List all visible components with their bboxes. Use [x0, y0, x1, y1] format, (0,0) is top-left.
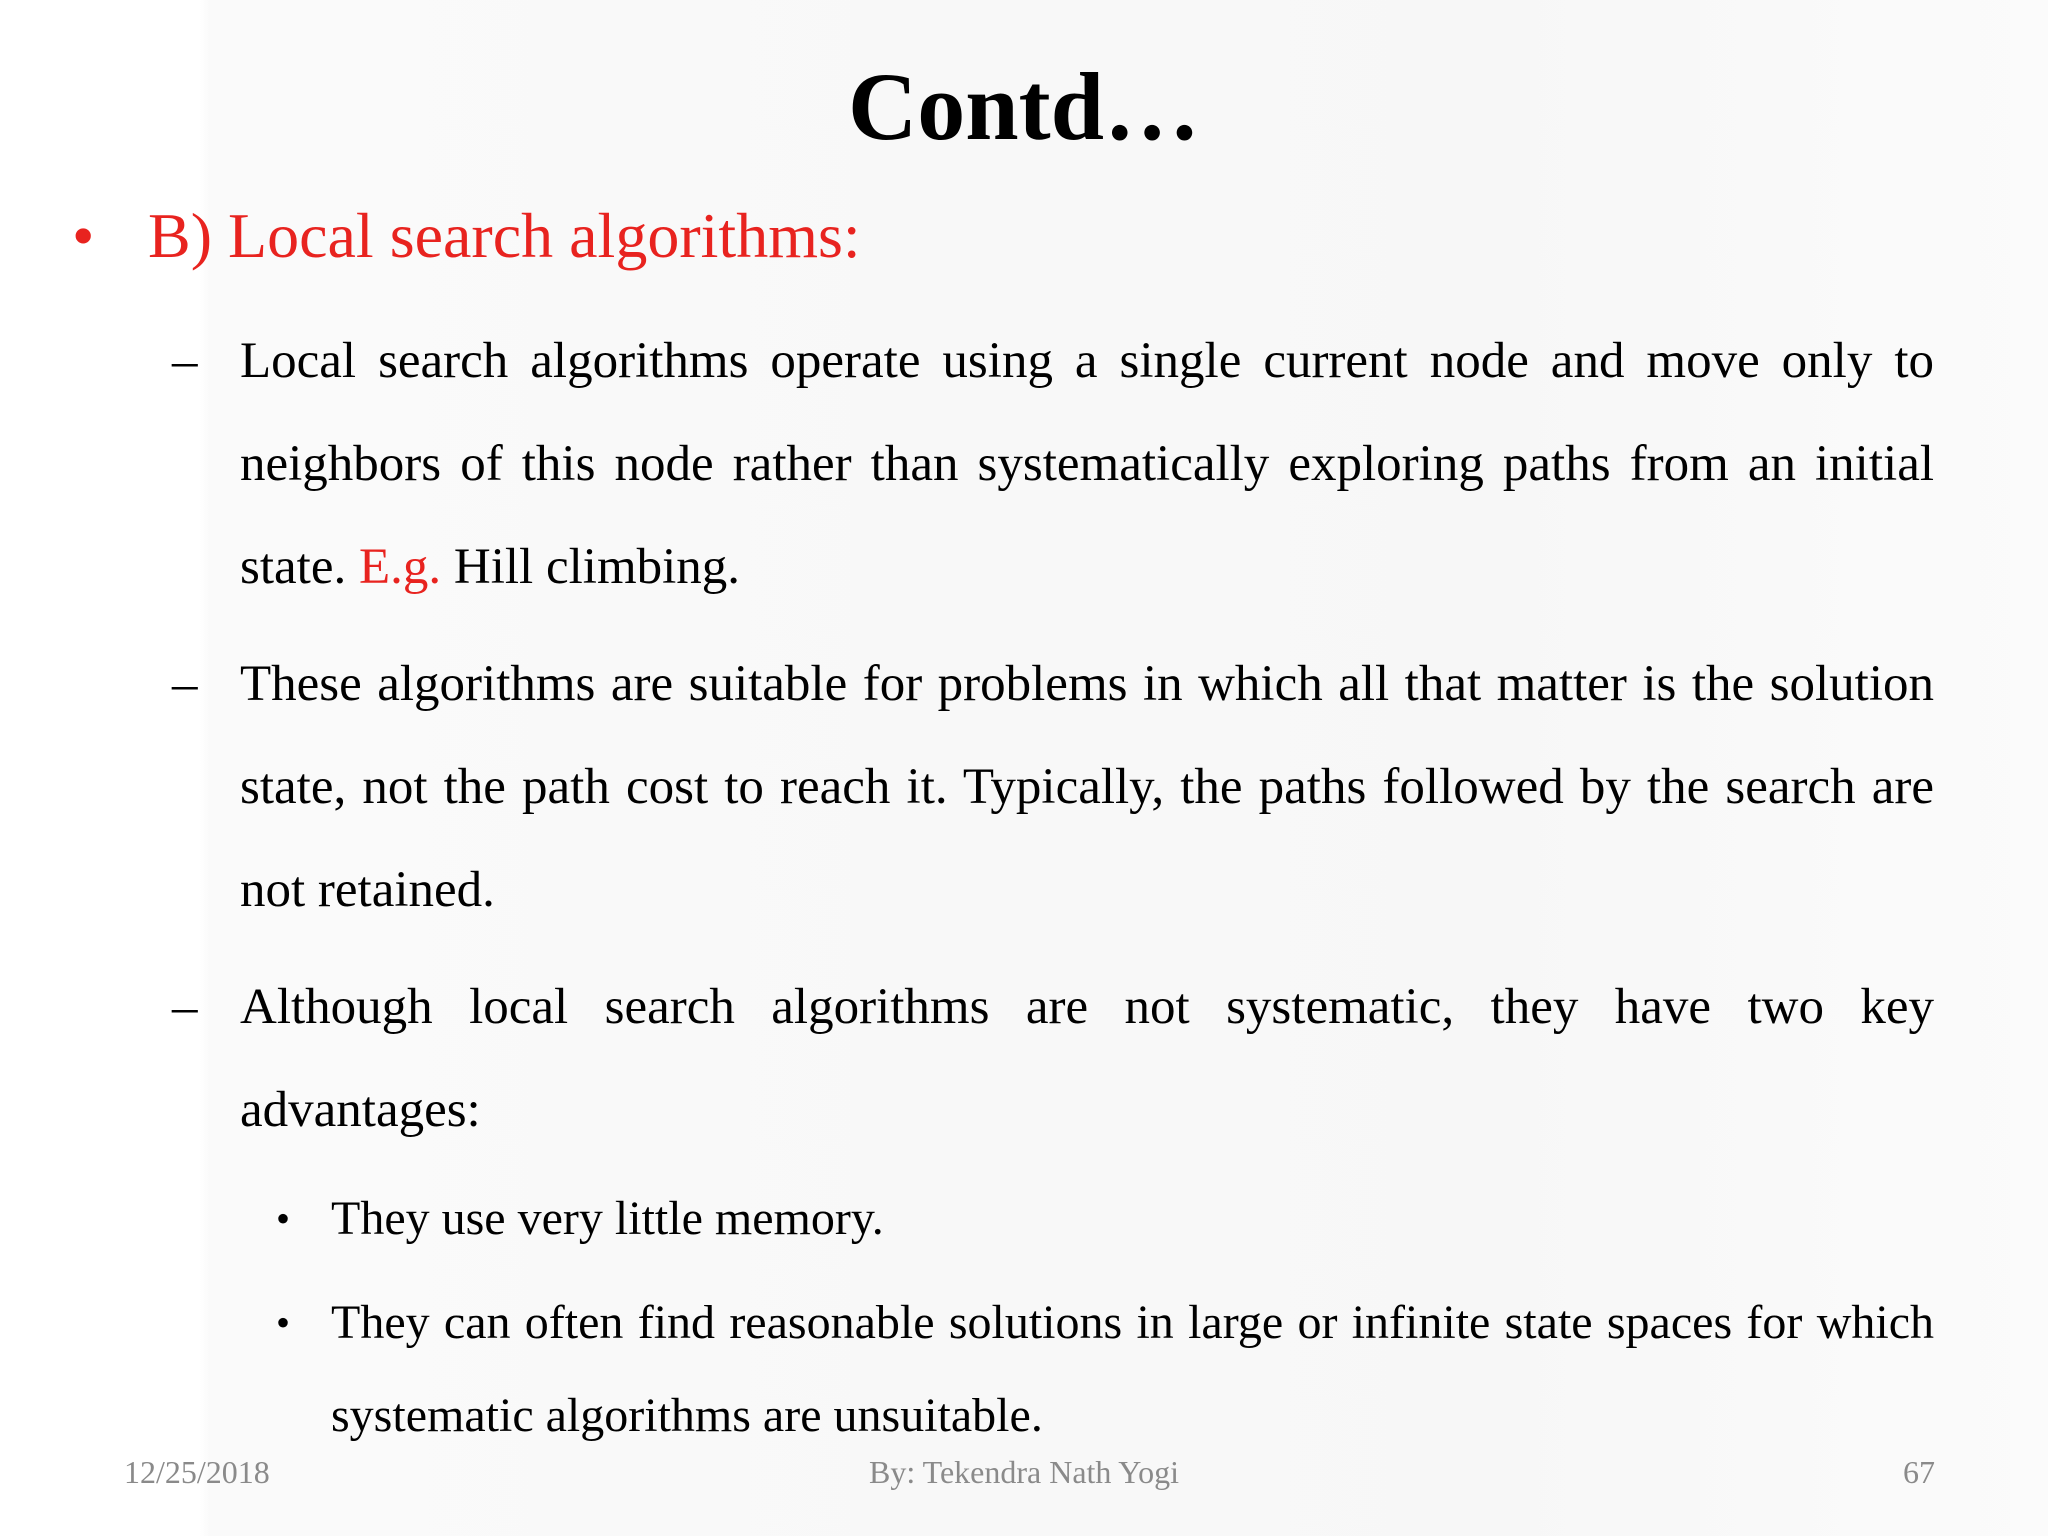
point-3-text: Although local search algorithms are not systematic, they have two key advantages:: [240, 979, 1934, 1138]
point-2-text: These algorithms are suitable for problems in which all that matter is the solution state, not the path cost to reach it. Typically, the paths followed by the search are not retained.: [240, 656, 1934, 918]
advantage-2-text: They can often find reasonable solutions in large or infinite state spaces for which systematic algorithms are unsuitable.: [331, 1296, 1934, 1442]
main-bullet: [72, 196, 861, 276]
advantage-2-bullet: •: [276, 1300, 291, 1345]
main-bullet-dot: •: [72, 200, 95, 271]
point-1-text: [240, 310, 1934, 619]
advantage-1: [276, 1172, 1934, 1265]
footer-author: By: Tekendra Nath Yogi: [868, 1454, 1180, 1490]
advantage-2: [276, 1276, 1934, 1462]
point-2: [172, 633, 1934, 942]
point-2-dash: –: [172, 656, 198, 712]
advantage-1-bullet: •: [276, 1196, 291, 1241]
example-highlight: E.g.: [358, 539, 442, 595]
slide-title: Contd…: [847, 53, 1201, 160]
point-3: [172, 956, 1934, 1162]
point-3-dash: –: [172, 979, 198, 1035]
point-1-text-start: Local search algorithms operate using a single current node and move only to neighbors of this node rather than systematically exploring paths from an initial state.: [240, 333, 1934, 595]
main-bullet-text: B) Local search algorithms:: [148, 200, 861, 271]
point-1: [172, 310, 1934, 619]
footer-date: 12/25/2018: [124, 1454, 270, 1490]
page-number: 67: [1903, 1454, 1935, 1490]
point-1-text-end: Hill climbing.: [441, 539, 741, 595]
advantage-1-text: They use very little memory.: [331, 1192, 884, 1245]
point-1-dash: –: [172, 333, 198, 389]
